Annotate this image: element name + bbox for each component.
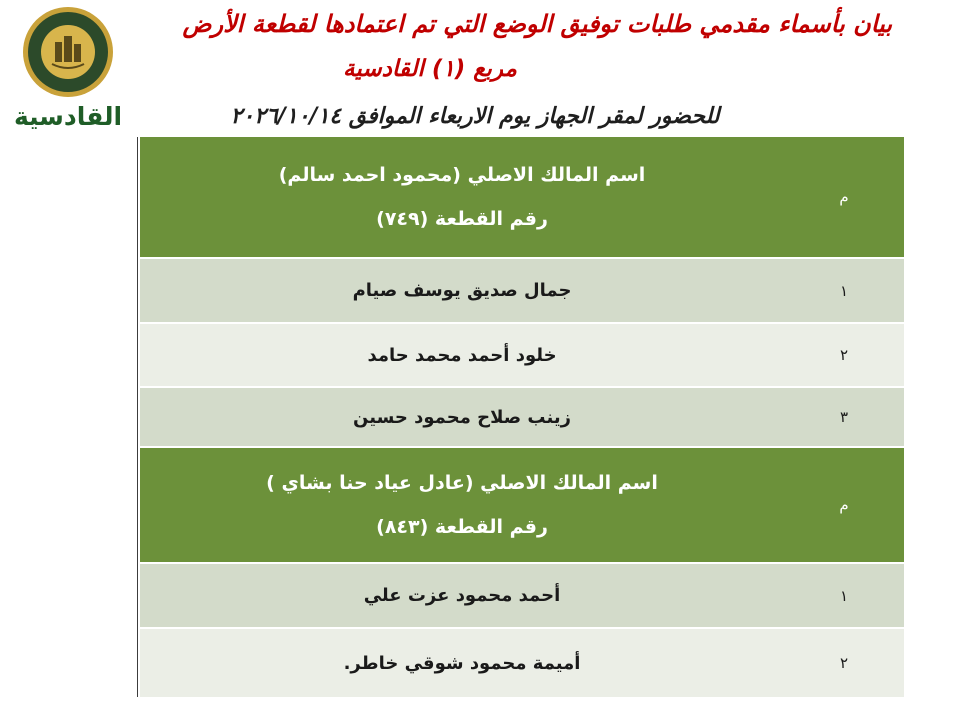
group-header-row [138, 137, 905, 257]
page-title: بيان بأسماء مقدمي طلبات توفيق الوضع التي تم اعتمادها لقطعة الأرض [182, 10, 892, 38]
row-number: ٢ [784, 324, 905, 386]
owner-name: اسم المالك الاصلي (عادل عياد حنا بشاي ) [266, 472, 658, 494]
row-number: ١ [784, 259, 905, 322]
table-row [138, 564, 905, 627]
group-header-row [138, 448, 905, 562]
logo-text: القادسية [13, 102, 123, 131]
applicant-name: زينب صلاح محمود حسين [138, 388, 784, 446]
plot-number: رقم القطعة (٧٤٩) [376, 208, 548, 230]
page-subtitle: مربع (١) القادسية [343, 56, 517, 82]
group-header-cell [138, 137, 784, 257]
table-row [138, 259, 905, 322]
applicant-name: خلود أحمد محمد حامد [138, 324, 784, 386]
index-header-cell: م [784, 137, 905, 257]
table-row [138, 324, 905, 386]
owner-name: اسم المالك الاصلي (محمود احمد سالم) [278, 164, 646, 186]
row-number: ١ [784, 564, 905, 627]
attendance-notice: للحضور لمقر الجهاز يوم الاربعاء الموافق ٢٠٢٦/١٠/١٤ [230, 104, 720, 129]
applicant-name: جمال صديق يوسف صيام [138, 259, 784, 322]
row-number: ٣ [784, 388, 905, 446]
table-row [138, 629, 905, 697]
applicants-table [137, 137, 905, 697]
applicant-name: أميمة محمود شوقي خاطر. [138, 629, 784, 697]
plot-number: رقم القطعة (٨٤٣) [376, 516, 548, 538]
applicant-name: أحمد محمود عزت علي [138, 564, 784, 627]
table-row [138, 388, 905, 446]
row-number: ٢ [784, 629, 905, 697]
index-header-cell: م [784, 448, 905, 562]
group-header-cell [138, 448, 784, 562]
